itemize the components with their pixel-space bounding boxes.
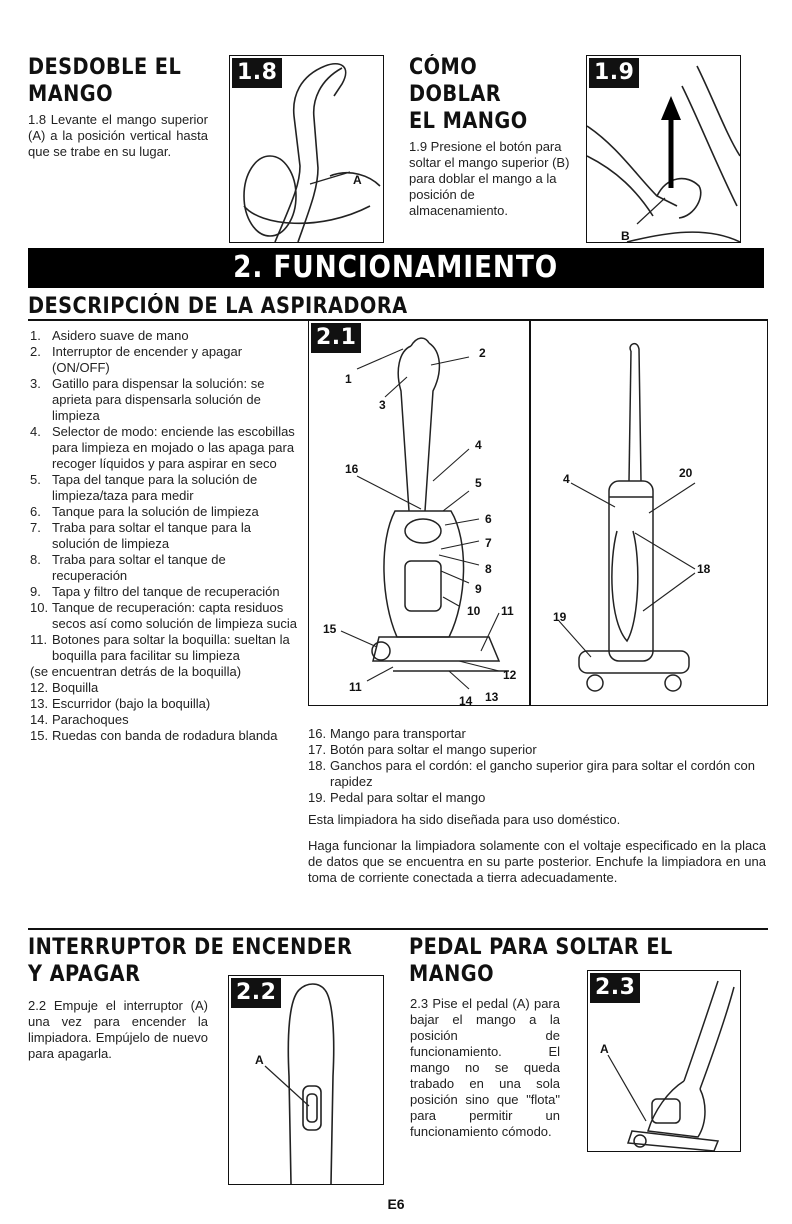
section-1-9-body: 1.9 Presione el botón para soltar el mango superior (B) para doblar el mango a la posición de almacenamiento. — [409, 139, 570, 218]
list-item-number: 19. — [308, 790, 327, 805]
list-item — [30, 504, 298, 520]
section-2-3-title-line1: PEDAL PARA SOLTAR EL — [409, 935, 673, 960]
list-item-number: 9. — [30, 584, 41, 599]
list-item-text: Interruptor de encender y apagar (ON/OFF) — [52, 344, 243, 375]
list-item — [30, 520, 298, 552]
section-2-2-body: 2.2 Empuje el interruptor (A) una vez para encender la limpiadora. Empújelo de nuevo para apagarla. — [28, 998, 208, 1061]
section-1-9-title-line1: CÓMO DOBLAR — [409, 55, 502, 107]
parts-list-right — [308, 726, 766, 886]
parts-list-1-11 — [30, 328, 298, 664]
section-1-8-title-line2: MANGO — [28, 82, 114, 107]
callout-rear-20: 20 — [679, 466, 693, 480]
section-1-8 — [28, 54, 218, 160]
figure-2-3-badge: 2.3 — [590, 973, 640, 1003]
list-item-text: Traba para soltar el tanque de recuperación — [52, 552, 226, 583]
list-item-text: Mango para transportar — [330, 726, 466, 741]
callout-11-right: 11 — [501, 604, 514, 618]
list-item-text: Escurridor (bajo la boquilla) — [52, 696, 211, 711]
section-1-9 — [409, 54, 579, 219]
list-item-number: 7. — [30, 520, 41, 535]
list-item-number: 1. — [30, 328, 41, 343]
list-item — [308, 758, 766, 790]
callout-10: 10 — [467, 604, 481, 618]
list-item — [30, 376, 298, 424]
figure-1-8-badge: 1.8 — [232, 58, 282, 88]
section-rule-bottom — [28, 928, 768, 930]
list-item — [30, 552, 298, 584]
list-item — [30, 328, 298, 344]
callout-14: 14 — [459, 694, 473, 705]
callout-2: 2 — [479, 346, 486, 360]
list-item-number: 15. — [30, 728, 49, 743]
section-banner-text: 2. FUNCIONAMIENTO — [233, 250, 559, 285]
list-item — [30, 728, 298, 744]
list-item-number: 12. — [30, 680, 49, 695]
list-item-number: 5. — [30, 472, 41, 487]
list-item — [30, 584, 298, 600]
list-item-text: Tanque para la solución de limpieza — [52, 504, 259, 519]
callout-6: 6 — [485, 512, 492, 526]
callout-9: 9 — [475, 582, 482, 596]
callout-5: 5 — [475, 476, 482, 490]
list-item-number: 13. — [30, 696, 49, 711]
callout-A-1-8: A — [353, 173, 362, 187]
description-title: DESCRIPCIÓN DE LA ASPIRADORA — [28, 294, 408, 319]
callout-4: 4 — [475, 438, 482, 452]
list-item-text: Selector de modo: enciende las escobillas para limpieza en mojado o las apaga para recoger líquidos y para aspirar en seco — [52, 424, 295, 471]
parts-list-left — [30, 328, 298, 744]
callout-A-2-2: A — [255, 1053, 264, 1067]
callout-12: 12 — [503, 668, 517, 682]
list-item-number: 18. — [308, 758, 327, 773]
list-item — [30, 344, 298, 376]
callout-1: 1 — [345, 372, 352, 386]
callout-7: 7 — [485, 536, 492, 550]
section-2-2-title-line1: INTERRUPTOR DE ENCENDER — [28, 935, 353, 960]
list-item-text: Gatillo para dispensar la solución: se aprieta para dispensarla solución de limpieza — [52, 376, 265, 423]
list-item-number: 17. — [308, 742, 327, 757]
list-item — [30, 600, 298, 632]
callout-13: 13 — [485, 690, 499, 704]
voltage-warning: Haga funcionar la limpiadora solamente con el voltaje especificado en la placa de datos que se encuentra en su parte posterior. Enchufe la limpiadora en una toma de corriente conectada a tierra adecuadamente. — [308, 838, 766, 885]
list-item-text: Tanque de recuperación: capta residuos secos así como solución de limpieza sucia — [52, 600, 297, 631]
callout-B-1-9: B — [621, 229, 630, 242]
section-2-3-body: 2.3 Pise el pedal (A) para bajar el mango a la posición de funcionamiento. El mango no se queda trabado en una sola posición sino que "flota" para permitir un funcionamiento cómodo. — [410, 996, 560, 1139]
list-item-text: Botones para soltar la boquilla: sueltan la boquilla para facilitar su limpieza — [52, 632, 290, 663]
figure-2-1 — [308, 320, 768, 706]
list-item-number: 8. — [30, 552, 41, 567]
section-banner — [28, 248, 764, 288]
list-item — [30, 632, 298, 664]
callout-16: 16 — [345, 462, 359, 476]
list-item-number: 4. — [30, 424, 41, 439]
list-item — [30, 680, 298, 696]
list-item-number: 11. — [30, 632, 48, 647]
list-item-text: Botón para soltar el mango superior — [330, 742, 537, 757]
figure-2-3 — [587, 970, 741, 1152]
list-item — [308, 726, 766, 742]
parts-list-12-15 — [30, 680, 298, 744]
callout-15: 15 — [323, 622, 337, 636]
section-1-8-title — [28, 54, 195, 108]
list-item — [308, 790, 766, 806]
section-1-9-title — [409, 54, 559, 135]
list-item-text: Asidero suave de mano — [52, 328, 189, 343]
figure-1-8 — [229, 55, 384, 243]
figure-1-9-badge: 1.9 — [589, 58, 639, 88]
note-behind-nozzle: (se encuentran detrás de la boquilla) — [30, 664, 242, 679]
list-item-text: Tapa del tanque para la solución de limpieza/taza para medir — [52, 472, 258, 503]
list-item — [30, 696, 298, 712]
list-item-text: Traba para soltar el tanque para la solución de limpieza — [52, 520, 251, 551]
list-item — [30, 712, 298, 728]
callout-rear-19: 19 — [553, 610, 567, 624]
section-1-8-title-line1: DESDOBLE EL — [28, 55, 182, 80]
section-2-3-title-line2: MANGO — [409, 962, 495, 987]
callout-8: 8 — [485, 562, 492, 576]
figure-2-1-divider — [529, 321, 531, 705]
parts-list-16-19 — [308, 726, 766, 806]
section-1-9-title-line2: EL MANGO — [409, 109, 528, 134]
callout-A-2-3: A — [600, 1042, 609, 1056]
domestic-use-note: Esta limpiadora ha sido diseñada para uso doméstico. — [308, 812, 621, 827]
callout-rear-18: 18 — [697, 562, 711, 576]
figure-2-1-illustration — [309, 321, 767, 705]
list-item-number: 14. — [30, 712, 49, 727]
list-item-number: 10. — [30, 600, 49, 615]
page-number: E6 — [387, 1196, 405, 1212]
callout-rear-4: 4 — [563, 472, 570, 486]
figure-2-2-badge: 2.2 — [231, 978, 281, 1008]
list-item-text: Boquilla — [52, 680, 99, 695]
figure-2-1-badge: 2.1 — [311, 323, 361, 353]
figure-2-2 — [228, 975, 384, 1185]
list-item-text: Tapa y filtro del tanque de recuperación — [52, 584, 280, 599]
list-item-number: 6. — [30, 504, 41, 519]
section-2-2-title-line2: Y APAGAR — [28, 962, 141, 987]
list-item-text: Pedal para soltar el mango — [330, 790, 486, 805]
list-item-number: 2. — [30, 344, 41, 359]
callout-3: 3 — [379, 398, 386, 412]
list-item-number: 16. — [308, 726, 327, 741]
list-item-number: 3. — [30, 376, 41, 391]
callout-11-left: 11 — [349, 680, 362, 694]
figure-1-9 — [586, 55, 741, 243]
list-item-text: Ruedas con banda de rodadura blanda — [52, 728, 278, 743]
section-1-8-body: 1.8 Levante el mango superior (A) a la posición vertical hasta que se trabe en su lugar. — [28, 112, 208, 159]
list-item-text: Ganchos para el cordón: el gancho superior gira para soltar el cordón con rapidez — [330, 758, 755, 789]
list-item-text: Parachoques — [52, 712, 129, 727]
list-item — [30, 472, 298, 504]
list-item — [308, 742, 766, 758]
list-item — [30, 424, 298, 472]
